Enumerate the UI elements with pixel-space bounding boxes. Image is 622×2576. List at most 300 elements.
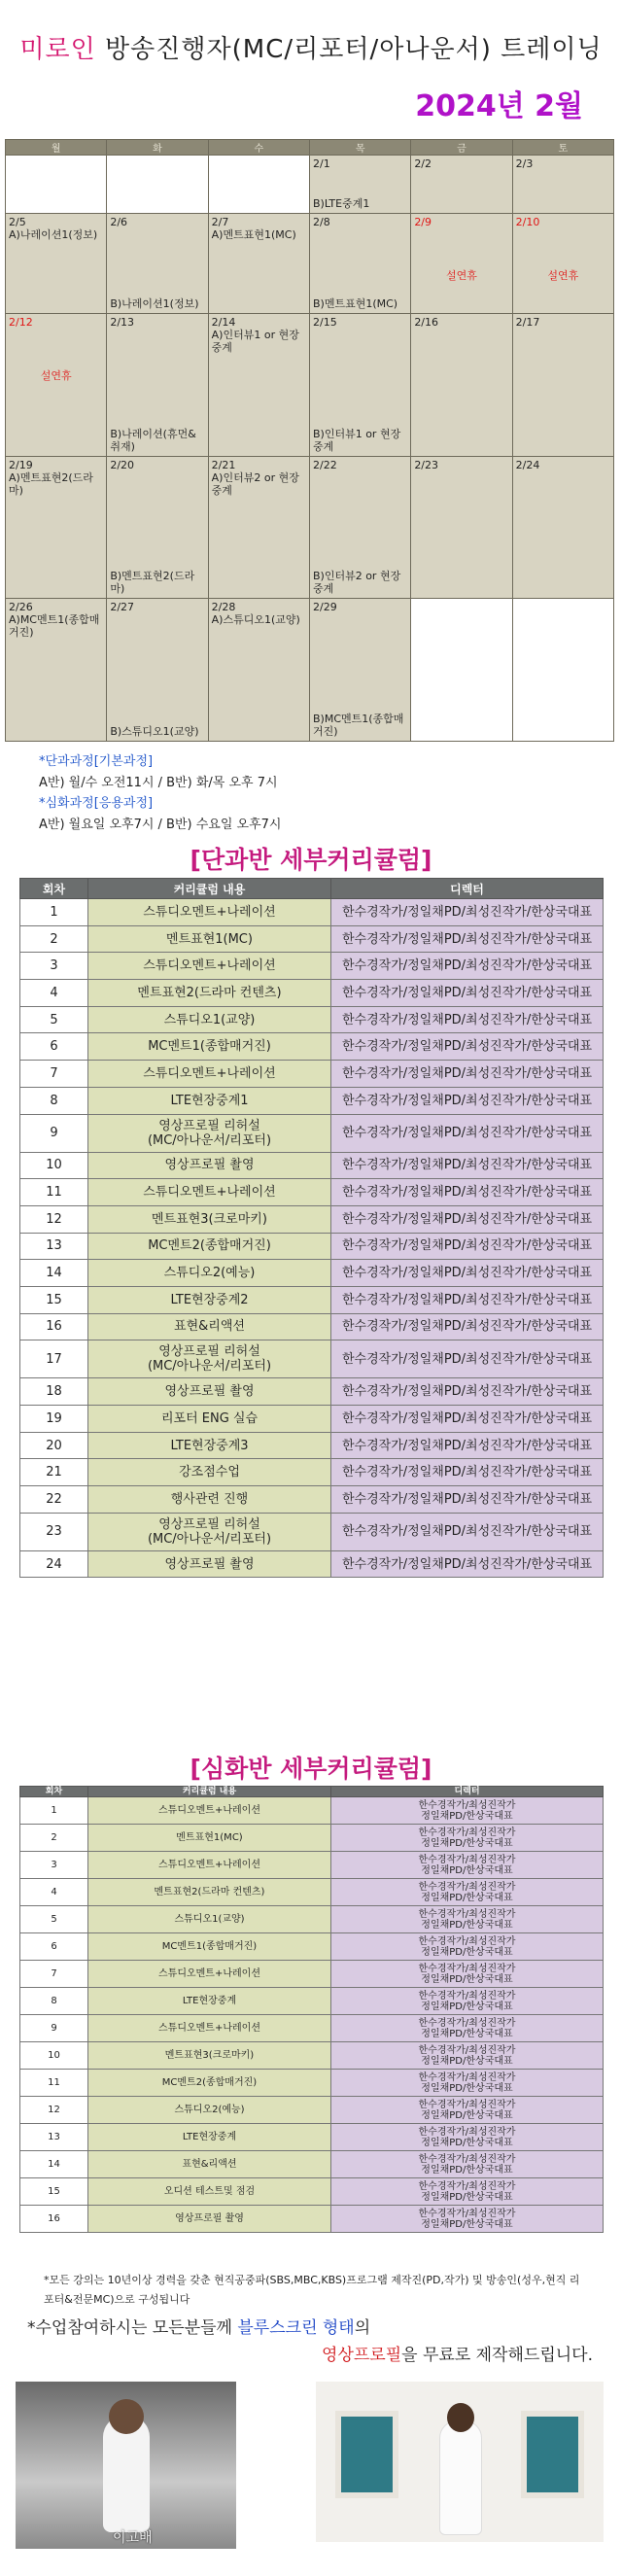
table-row [20, 1205, 604, 1233]
table-row [20, 1933, 604, 1961]
table-row [20, 1852, 604, 1879]
content-line: 영상프로필 리허설 [158, 1118, 260, 1133]
director-names: 한수경작가/정일채PD/최성진작가/한상국대표 [331, 980, 604, 1007]
content-line: MC멘트1(종합매거진) [148, 1039, 271, 1055]
day-number: 2/7 [211, 215, 229, 228]
round-number: 11 [20, 1179, 88, 1206]
table-row [20, 1797, 604, 1825]
director-line1: 한수경작가/최성진작가 [418, 2044, 516, 2056]
weekday-header: 수 [208, 140, 309, 156]
content-line: 스튜디오2(예능) [163, 1266, 256, 1281]
day-event-b: B)멘트표현2(드라마) [110, 570, 195, 596]
director-names [331, 2178, 604, 2206]
day-number: 2/28 [211, 601, 236, 614]
round-number: 1 [20, 899, 88, 926]
table-row [20, 1340, 604, 1378]
table-row [20, 1486, 604, 1514]
curriculum-content [88, 1406, 331, 1433]
director-line1: 한수경작가/최성진작가 [418, 1881, 516, 1893]
weekday-header: 월 [6, 140, 107, 156]
round-number: 8 [20, 1087, 88, 1114]
table-row [20, 1006, 604, 1033]
day-number: 2/23 [414, 458, 439, 471]
director-names: 한수경작가/정일채PD/최성진작가/한상국대표 [331, 1233, 604, 1260]
content-line: 멘트표현1(MC) [166, 931, 253, 947]
day-number: 2/3 [515, 157, 534, 170]
calendar-day [107, 314, 208, 457]
director-names: 한수경작가/정일채PD/최성진작가/한상국대표 [331, 953, 604, 980]
table-row [20, 1459, 604, 1486]
header-director: 디렉터 [331, 1787, 604, 1797]
calendar-day [107, 213, 208, 313]
day-number: 2/16 [414, 316, 439, 330]
round-number: 14 [20, 1260, 88, 1287]
day-number: 2/20 [110, 458, 135, 471]
calendar-day [309, 456, 410, 599]
table-row [20, 1406, 604, 1433]
day-number: 2/22 [312, 458, 337, 471]
calendar-day [309, 213, 410, 313]
table-row [20, 1961, 604, 1988]
director-line1: 한수경작가/최성진작가 [418, 2099, 516, 2110]
curriculum-content: 영상프로필 촬영 [88, 2206, 331, 2233]
calendar-day [107, 599, 208, 742]
day-number: 2/21 [211, 458, 236, 471]
round-number: 3 [20, 1852, 88, 1879]
curriculum-content [88, 1006, 331, 1033]
day-number: 2/1 [312, 157, 330, 170]
round-number: 15 [20, 1286, 88, 1313]
director-line1: 한수경작가/최성진작가 [418, 2208, 516, 2219]
calendar-day [411, 599, 512, 742]
director-names: 한수경작가/정일채PD/최성진작가/한상국대표 [331, 1486, 604, 1514]
calendar-day [6, 213, 107, 313]
table-row [20, 1152, 604, 1179]
curriculum-content [88, 1114, 331, 1152]
day-number: 2/6 [110, 215, 128, 228]
director-line2: 정일채PD/한상국대표 [421, 1946, 513, 1958]
director-names: 한수경작가/정일채PD/최성진작가/한상국대표 [331, 1378, 604, 1406]
curriculum-content: 멘트표현1(MC) [88, 1825, 331, 1852]
day-event-b: B)나레이션1(정보) [110, 297, 199, 311]
person-head [447, 2403, 474, 2432]
table-row [20, 1313, 604, 1340]
calendar-day [208, 599, 309, 742]
table-row [20, 1988, 604, 2015]
window-right [521, 2411, 584, 2498]
round-number: 19 [20, 1406, 88, 1433]
banner-text: 의 [354, 2318, 371, 2338]
banner-line2 [0, 2341, 593, 2365]
day-event-a: A)멘트표현2(드라마) [9, 470, 93, 497]
curriculum-table-advanced [19, 1786, 604, 2233]
curriculum-content [88, 1513, 331, 1550]
round-number: 1 [20, 1797, 88, 1825]
table-row [20, 1825, 604, 1852]
curriculum-content: 스튜디오멘트+나레이션 [88, 1852, 331, 1879]
director-names [331, 2070, 604, 2097]
round-number: 13 [20, 1233, 88, 1260]
curriculum-content [88, 1313, 331, 1340]
content-line: 스튜디오멘트+나레이션 [143, 958, 276, 974]
round-number: 16 [20, 2206, 88, 2233]
director-names: 한수경작가/정일채PD/최성진작가/한상국대표 [331, 1087, 604, 1114]
table-row [20, 1114, 604, 1152]
day-number: 2/17 [515, 316, 540, 330]
table-row [20, 2070, 604, 2097]
director-line1: 한수경작가/최성진작가 [418, 2180, 516, 2192]
director-line1: 한수경작가/최성진작가 [418, 2153, 516, 2165]
curriculum-content: 멘트표현2(드라마 컨텐츠) [88, 1879, 331, 1906]
table-row [20, 1378, 604, 1406]
director-line2: 정일채PD/한상국대표 [421, 2109, 513, 2121]
director-line1: 한수경작가/최성진작가 [418, 1827, 516, 1838]
calendar-day [6, 456, 107, 599]
content-line: 영상프로필 촬영 [164, 1556, 255, 1572]
director-line1: 한수경작가/최성진작가 [418, 1908, 516, 1920]
content-line: (MC/아나운서/리포터) [147, 1359, 272, 1375]
director-names: 한수경작가/정일채PD/최성진작가/한상국대표 [331, 1152, 604, 1179]
director-line2: 정일채PD/한상국대표 [421, 2191, 513, 2203]
curriculum-content [88, 899, 331, 926]
director-names [331, 1961, 604, 1988]
calendar-day [512, 314, 613, 457]
section1-title: [단과반 세부커리큘럼] [190, 846, 432, 874]
adv-course-time: A반) 월요일 오후7시 / B반) 수요일 오후7시 [39, 818, 282, 832]
director-names: 한수경작가/정일채PD/최성진작가/한상국대표 [331, 1033, 604, 1061]
table-row [20, 2015, 604, 2042]
curriculum-content [88, 1061, 331, 1088]
person-head [109, 2399, 144, 2434]
round-number: 14 [20, 2151, 88, 2178]
content-line: LTE현장중계3 [170, 1438, 249, 1453]
director-line2: 정일채PD/한상국대표 [421, 2137, 513, 2148]
curriculum-content [88, 925, 331, 953]
calendar-day [309, 314, 410, 457]
round-number: 12 [20, 1205, 88, 1233]
content-line: 스튜디오멘트+나레이션 [143, 904, 276, 920]
director-line1: 한수경작가/최성진작가 [418, 1854, 516, 1865]
round-number: 22 [20, 1486, 88, 1514]
director-line1: 한수경작가/최성진작가 [418, 1935, 516, 1947]
page-title [0, 29, 622, 65]
calendar-day [107, 156, 208, 214]
curriculum-content: 스튜디오2(예능) [88, 2097, 331, 2124]
basic-course-label: *단과과정[기본과정] [39, 754, 154, 769]
calendar-day [512, 156, 613, 214]
director-names: 한수경작가/정일채PD/최성진작가/한상국대표 [331, 1340, 604, 1378]
section2-title: [심화반 세부커리큘럼] [190, 1755, 432, 1783]
round-number: 18 [20, 1378, 88, 1406]
weekday-header: 목 [309, 140, 410, 156]
calendar-day [208, 314, 309, 457]
director-names [331, 1906, 604, 1933]
curriculum-content [88, 1205, 331, 1233]
director-names [331, 1879, 604, 1906]
director-line2: 정일채PD/한상국대표 [421, 2218, 513, 2230]
day-event-b: B)나레이션(휴먼&취재) [110, 427, 196, 453]
director-line2: 정일채PD/한상국대표 [421, 2001, 513, 2012]
day-event-a: A)MC멘트1(종합매거진) [9, 613, 100, 640]
table-row [20, 2178, 604, 2206]
window-left [335, 2411, 398, 2498]
calendar [5, 139, 614, 742]
round-number: 7 [20, 1061, 88, 1088]
day-number: 2/29 [312, 601, 337, 614]
day-event-a: A)멘트표현1(MC) [211, 227, 296, 241]
director-names: 한수경작가/정일채PD/최성진작가/한상국대표 [331, 1313, 604, 1340]
calendar-day [208, 213, 309, 313]
content-line: 멘트표현3(크로마키) [152, 1211, 267, 1227]
calendar-day [6, 314, 107, 457]
footnote: *모든 강의는 10년이상 경력을 갖춘 현직공중파(SBS,MBC,KBS)프로그램 제작진(PD,작가) 및 방송인(성우,현직 리포터&전문MC)으로 구성됩니다 [44, 2274, 580, 2306]
curriculum-content: LTE현장중계 [88, 1988, 331, 2015]
profile-photo-male [316, 2382, 604, 2542]
director-names [331, 2042, 604, 2070]
day-event-b: B)멘트표현1(MC) [312, 297, 398, 311]
day-number: 2/19 [9, 458, 33, 471]
content-line: (MC/아나운서/리포터) [147, 1531, 272, 1547]
content-line: 리포터 ENG 실습 [160, 1410, 259, 1426]
table-row [20, 1879, 604, 1906]
director-names: 한수경작가/정일채PD/최성진작가/한상국대표 [331, 899, 604, 926]
banner-text: 을 무료로 제작해드립니다. [401, 2346, 593, 2365]
director-names: 한수경작가/정일채PD/최성진작가/한상국대표 [331, 1286, 604, 1313]
curriculum-content: 스튜디오1(교양) [88, 1906, 331, 1933]
calendar-day [411, 213, 512, 313]
content-line: 강조점수업 [179, 1465, 240, 1480]
round-number: 4 [20, 980, 88, 1007]
curriculum-table-basic [19, 878, 604, 1578]
day-event-b: B)인터뷰1 or 현장중계 [312, 427, 401, 453]
curriculum-content: LTE현장중계 [88, 2124, 331, 2151]
banner-line1 [27, 2314, 370, 2338]
table-row [20, 1179, 604, 1206]
round-number: 5 [20, 1906, 88, 1933]
director-line2: 정일채PD/한상국대표 [421, 1973, 513, 1985]
round-number: 7 [20, 1961, 88, 1988]
director-names: 한수경작가/정일채PD/최성진작가/한상국대표 [331, 1114, 604, 1152]
table-row [20, 1906, 604, 1933]
round-number: 23 [20, 1513, 88, 1550]
curriculum-content: 스튜디오멘트+나레이션 [88, 1961, 331, 1988]
adv-course-label: *심화과정[응용과정] [39, 796, 154, 811]
content-line: 스튜디오1(교양) [163, 1012, 256, 1027]
table-row [20, 2151, 604, 2178]
day-event-b: B)스튜디오1(교양) [110, 725, 199, 738]
calendar-day [6, 599, 107, 742]
director-line1: 한수경작가/최성진작가 [418, 2017, 516, 2029]
curriculum-content: MC멘트1(종합매거진) [88, 1933, 331, 1961]
curriculum-content [88, 1152, 331, 1179]
director-names [331, 1933, 604, 1961]
weekday-header: 토 [512, 140, 613, 156]
content-line: (MC/아나운서/리포터) [147, 1132, 272, 1148]
director-line2: 정일채PD/한상국대표 [421, 2082, 513, 2094]
curriculum-content [88, 1378, 331, 1406]
calendar-day [512, 599, 613, 742]
header-content: 커리큘럼 내용 [88, 879, 331, 899]
director-line2: 정일채PD/한상국대표 [421, 1810, 513, 1822]
banner-highlight: 블루스크린 형태 [237, 2318, 355, 2338]
title-text: 방송진행자(MC/리포터/아나운서) 트레이닝 [95, 35, 603, 64]
content-line: 영상프로필 촬영 [164, 1384, 255, 1400]
day-number: 2/5 [9, 215, 26, 228]
title-brand: 미로인 [19, 35, 96, 64]
day-number: 2/8 [312, 215, 330, 228]
day-number: 2/10 [515, 215, 540, 228]
curriculum-content [88, 1550, 331, 1578]
table-row [20, 899, 604, 926]
calendar-day [208, 156, 309, 214]
round-number: 10 [20, 1152, 88, 1179]
day-number: 2/9 [414, 215, 432, 228]
day-event-a: A)스튜디오1(교양) [211, 613, 300, 627]
table-row [20, 2097, 604, 2124]
director-names: 한수경작가/정일채PD/최성진작가/한상국대표 [331, 1205, 604, 1233]
round-number: 8 [20, 1988, 88, 2015]
director-line2: 정일채PD/한상국대표 [421, 2055, 513, 2067]
director-line2: 정일채PD/한상국대표 [421, 1837, 513, 1849]
header-director: 디렉터 [331, 879, 604, 899]
table-row [20, 2206, 604, 2233]
calendar-day [411, 314, 512, 457]
day-event-a: A)나레이션1(정보) [9, 227, 98, 241]
table-row [20, 2042, 604, 2070]
weekday-header: 화 [107, 140, 208, 156]
header-round: 회차 [20, 1787, 88, 1797]
round-number: 6 [20, 1033, 88, 1061]
director-names [331, 1825, 604, 1852]
round-number: 4 [20, 1879, 88, 1906]
table-row [20, 1432, 604, 1459]
director-line2: 정일채PD/한상국대표 [421, 2164, 513, 2176]
person-figure [439, 2420, 482, 2535]
calendar-day [6, 156, 107, 214]
director-names: 한수경작가/정일채PD/최성진작가/한상국대표 [331, 1550, 604, 1578]
content-line: 표현&리액션 [174, 1319, 245, 1335]
director-names [331, 2206, 604, 2233]
calendar-day [512, 456, 613, 599]
round-number: 3 [20, 953, 88, 980]
table-row [20, 1260, 604, 1287]
day-number: 2/13 [110, 316, 135, 330]
table-row [20, 925, 604, 953]
content-line: 영상프로필 촬영 [164, 1158, 255, 1173]
day-number: 2/2 [414, 157, 432, 170]
curriculum-content: 멘트표현3(크로마키) [88, 2042, 331, 2070]
content-line: 영상프로필 리허설 [158, 1516, 260, 1532]
table-row [20, 1550, 604, 1578]
director-line1: 한수경작가/최성진작가 [418, 2071, 516, 2083]
director-names [331, 2015, 604, 2042]
day-number: 2/14 [211, 316, 236, 330]
calendar-day [208, 456, 309, 599]
content-line: 행사관련 진행 [170, 1491, 249, 1507]
day-event-a: A)인터뷰2 or 현장중계 [211, 470, 299, 497]
round-number: 9 [20, 1114, 88, 1152]
content-line: 멘트표현2(드라마 컨텐츠) [137, 985, 282, 1000]
content-line: LTE현장중계2 [170, 1292, 249, 1307]
round-number: 15 [20, 2178, 88, 2206]
photo-caption: 이고배 [113, 2530, 153, 2546]
round-number: 16 [20, 1313, 88, 1340]
weekday-header: 금 [411, 140, 512, 156]
director-names: 한수경작가/정일채PD/최성진작가/한상국대표 [331, 1260, 604, 1287]
director-names: 한수경작가/정일채PD/최성진작가/한상국대표 [331, 1459, 604, 1486]
table-row [20, 980, 604, 1007]
curriculum-content [88, 1340, 331, 1378]
director-line2: 정일채PD/한상국대표 [421, 1919, 513, 1931]
table-row [20, 953, 604, 980]
curriculum-content [88, 1260, 331, 1287]
curriculum-content [88, 1087, 331, 1114]
day-number: 2/24 [515, 458, 540, 471]
round-number: 2 [20, 1825, 88, 1852]
director-names: 한수경작가/정일채PD/최성진작가/한상국대표 [331, 1406, 604, 1433]
round-number: 24 [20, 1550, 88, 1578]
director-names [331, 1988, 604, 2015]
curriculum-content: 오디션 테스트및 점검 [88, 2178, 331, 2206]
round-number: 2 [20, 925, 88, 953]
day-number: 2/12 [9, 316, 33, 330]
director-names [331, 1852, 604, 1879]
round-number: 20 [20, 1432, 88, 1459]
director-names: 한수경작가/정일채PD/최성진작가/한상국대표 [331, 1179, 604, 1206]
curriculum-content [88, 1179, 331, 1206]
director-line1: 한수경작가/최성진작가 [418, 1963, 516, 1974]
director-names: 한수경작가/정일채PD/최성진작가/한상국대표 [331, 1061, 604, 1088]
day-number: 2/27 [110, 601, 135, 614]
round-number: 12 [20, 2097, 88, 2124]
content-line: 영상프로필 리허설 [158, 1344, 260, 1360]
director-names [331, 2097, 604, 2124]
calendar-day [411, 456, 512, 599]
holiday-label: 설연휴 [547, 268, 579, 282]
curriculum-content [88, 953, 331, 980]
calendar-day [411, 156, 512, 214]
director-names: 한수경작가/정일채PD/최성진작가/한상국대표 [331, 925, 604, 953]
curriculum-content [88, 1459, 331, 1486]
day-event-a: A)인터뷰1 or 현장중계 [211, 329, 299, 355]
curriculum-content [88, 1033, 331, 1061]
director-names: 한수경작가/정일채PD/최성진작가/한상국대표 [331, 1432, 604, 1459]
curriculum-content [88, 1486, 331, 1514]
holiday-label: 설연휴 [40, 369, 72, 383]
curriculum-content: 스튜디오멘트+나레이션 [88, 2015, 331, 2042]
table-row [20, 1033, 604, 1061]
content-line: LTE현장중계1 [170, 1093, 249, 1108]
curriculum-content: 표현&리액션 [88, 2151, 331, 2178]
director-names [331, 2124, 604, 2151]
header-content: 커리큘럼 내용 [88, 1787, 331, 1797]
curriculum-content [88, 1432, 331, 1459]
round-number: 5 [20, 1006, 88, 1033]
curriculum-content [88, 980, 331, 1007]
curriculum-content: MC멘트2(종합매거진) [88, 2070, 331, 2097]
holiday-label: 설연휴 [446, 268, 477, 282]
calendar-day [309, 156, 410, 214]
day-event-b: B)인터뷰2 or 현장중계 [312, 570, 401, 596]
table-row [20, 1087, 604, 1114]
curriculum-content [88, 1233, 331, 1260]
profile-photo-female [16, 2382, 236, 2549]
round-number: 11 [20, 2070, 88, 2097]
year-month: 2024년 2월 [415, 89, 583, 123]
round-number: 21 [20, 1459, 88, 1486]
day-event-b: B)LTE중계1 [312, 196, 370, 210]
curriculum-content: 스튜디오멘트+나레이션 [88, 1797, 331, 1825]
